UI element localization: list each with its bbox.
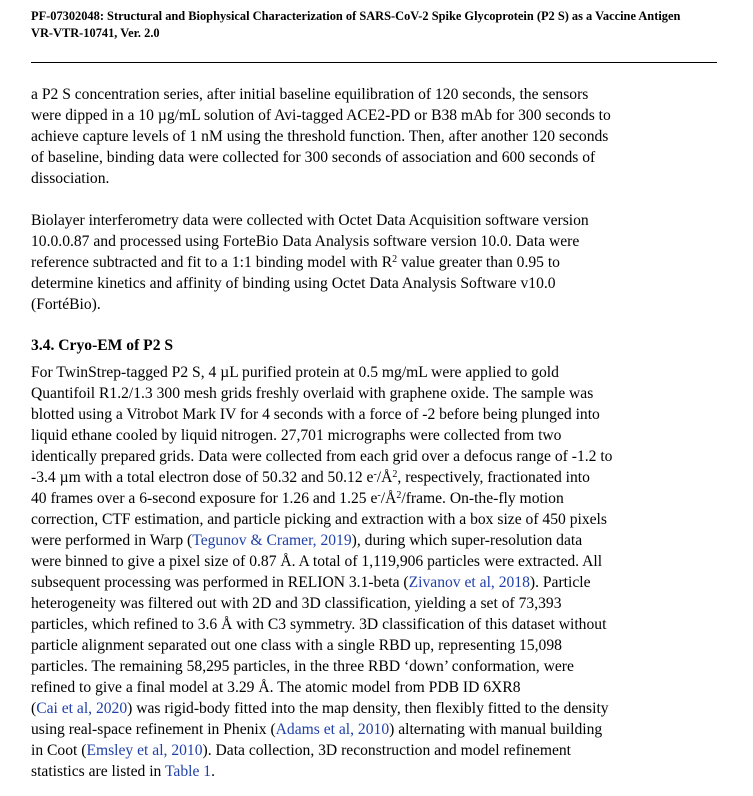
- paragraph-text: ) was rigid-body fitted into the map density, then flexibly fitted to the density using real-space refinement in Phenix (: [31, 700, 609, 738]
- citation-link-zivanov[interactable]: Zivanov et al, 2018: [408, 574, 530, 591]
- paragraph-text: /Å: [376, 469, 393, 486]
- paragraph-text: ). Particle heterogeneity was filtered out with 2D and 3D classification, yielding a set of 73,393 particles, which refined to 3.6 Å with C3 symmetry. 3D classification of this dataset without particle alignment separated out one class with a single RBD up, representing 15,098 particles. The remaining 58,295 particles, in the three RBD ‘down’ conformation, were refined to give a final model at 3.29 Å. The atomic model from PDB ID 6XR8 (: [31, 574, 607, 717]
- table-1-link[interactable]: Table 1: [164, 763, 212, 780]
- paragraph-text: Biolayer interferometry data were collected with Octet Data Acquisition software version 10.0.0.87 and processed using ForteBio Data Analysis software version 10.0. Data were reference subtracted and fit to a 1:1 binding model with R: [31, 212, 589, 271]
- superscript: -: [373, 469, 377, 480]
- citation-link-cai[interactable]: Cai et al, 2020: [36, 700, 128, 717]
- superscript: 2: [396, 490, 402, 501]
- superscript: 2: [392, 469, 398, 480]
- superscript: 2: [392, 254, 398, 265]
- document-title: PF-07302048: Structural and Biophysical Characterization of SARS-CoV-2 Spike Glycoprotein (P2 S) as a Vaccine Antigen: [31, 9, 681, 23]
- paragraph-text: , respectively, fractionated into 40 frames over a 6-second exposure for 1.26 and 1.25 e: [31, 469, 590, 507]
- paragraph-text: .: [211, 763, 215, 780]
- superscript: -: [377, 490, 381, 501]
- paragraph-text: /frame. On-the-fly motion correction, CTF estimation, and particle picking and extraction with a box size of 450 pixels were performed in Warp (: [31, 490, 607, 549]
- citation-link-emsley[interactable]: Emsley et al, 2010: [86, 742, 203, 759]
- paragraph-text: value greater than 0.95 to determine kinetics and affinity of binding using Octet Data Analysis Software v10.0 (FortéBio).: [31, 254, 560, 313]
- paragraph-bli-protocol: a P2 S concentration series, after initial baseline equilibration of 120 seconds, the sensors were dipped in a 10 µg/mL solution of Avi-tagged ACE2-PD or B38 mAb for 300 seconds to achieve capture levels of 1 nM using the threshold function. Then, after another 120 seconds of baseline, binding data were collected for 300 seconds of association and 600 seconds of dissociation.: [31, 86, 611, 187]
- paragraph-text: ), during which super-resolution data were binned to give a pixel size of 0.87 Å. A total of 1,119,906 particles were extracted. All subsequent processing was performed in RELION 3.1-beta (: [31, 532, 603, 591]
- paragraph-text: For TwinStrep-tagged P2 S, 4 µL purified protein at 0.5 mg/mL were applied to gold Quantifoil R1.2/1.3 300 mesh grids freshly overlaid with graphene oxide. The sample was blotted using a Vitrobot Mark IV for 4 seconds with a force of -2 before being plunged into liquid ethane cooled by liquid nitrogen. 27,701 micrographs were collected from two identically prepared grids. Data were collected from each grid over a defocus range of -1.2 to -3.4 µm with a total electron dose of 50.32 and 50.12 e: [31, 364, 613, 486]
- section-heading: 3.4. Cryo-EM of P2 S: [31, 337, 174, 354]
- paragraph-text: ). Data collection, 3D reconstruction and model refinement statistics are listed in: [31, 742, 572, 780]
- paragraph-text: ) alternating with manual building in Coot (: [31, 721, 603, 759]
- paragraph-cryo-em: [31, 362, 731, 782]
- page-header: [31, 8, 731, 41]
- paragraph-bli-analysis: [31, 210, 731, 315]
- paragraph-text: /Å: [380, 490, 397, 507]
- citation-link-tegunov[interactable]: Tegunov & Cramer, 2019: [192, 532, 352, 549]
- header-divider: [31, 62, 717, 63]
- citation-link-adams[interactable]: Adams et al, 2010: [275, 721, 390, 738]
- document-id: VR-VTR-10741, Ver. 2.0: [31, 25, 160, 40]
